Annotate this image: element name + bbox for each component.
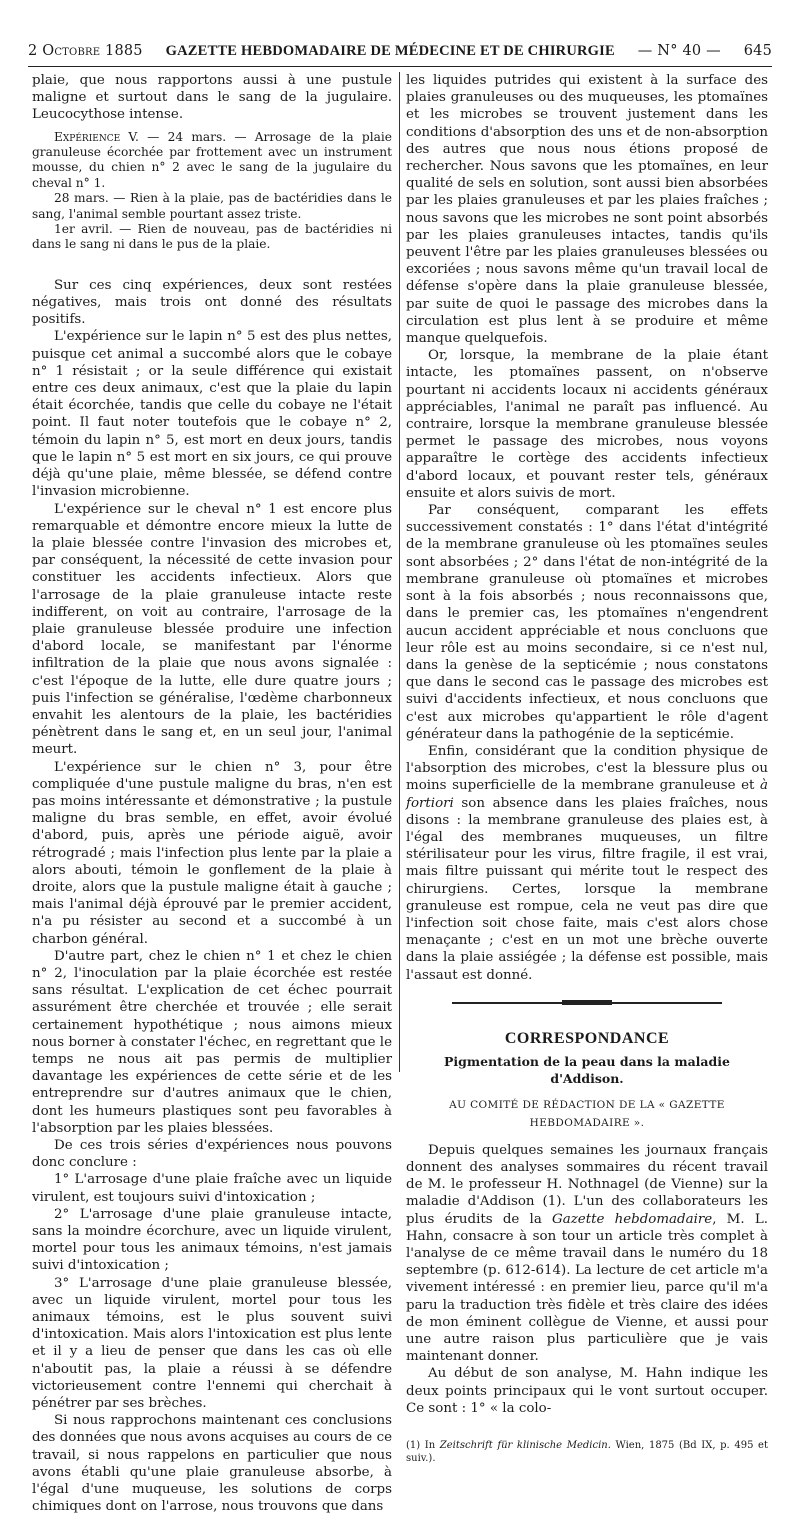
journal-title: GAZETTE HEBDOMADAIRE DE MÉDECINE ET DE CHIRURGIE: [165, 42, 615, 59]
enfin-part-a: Enfin, considérant que la condition physique de l'absorption des microbes, c'est la blessure plus ou moins superficielle de la membrane granuleuse et: [406, 743, 768, 794]
enfin-italic: à fortiori: [406, 778, 768, 811]
paragraph-membrane: Or, lorsque, la membrane de la plaie étant intacte, les ptomaïnes passent, on n'observe pourtant ni accidents locaux ni accidents généraux appréciables, l'animal ne paraît pas influencé. Au contraire, lorsque la membrane granuleuse blessée permet le passage des microbes, nous voyons apparaître le cortège des accidents infectieux d'abord locaux, et pouvant rester tels, généraux ensuite et alors suivis de mort.: [406, 348, 768, 501]
header-rule: [28, 66, 772, 67]
footnote-part-b: Wien, 1875 (Bd IX, p. 495 et suiv.).: [406, 1440, 768, 1465]
correspondance-subtitle: Pigmentation de la peau dans la maladie d'Addison.: [444, 1053, 730, 1087]
conclusion-3: 3° L'arrosage d'une plaie granuleuse blessée, avec un liquide virulent, mortel pour tous les animaux témoins, est le plus souvent suivi d'intoxication. Mais alors l'intoxication est plus lente et il y a lieu de penser que dans les cas où elle n'aboutit pas, la plaie a réussi à se défendre victorieusement contre l'ennemi qui cherchait à pénétrer par ses brèches.: [32, 1275, 392, 1412]
footnote-part-a: (1) In: [406, 1440, 440, 1452]
correspondance-paragraph-1: [406, 1142, 768, 1366]
experiment-5-label: Expérience V.: [54, 129, 139, 144]
page-number: 645: [743, 43, 772, 59]
paragraph-ptomaines: les liquides putrides qui existent à la surface des plaies granuleuses ou des muqueuses, les ptomaïnes et les microbes se trouvent justement dans les conditions d'absorption des uns et de non-absorption des autres que nous nous étions proposé de rechercher. Nous savons que les ptomaïnes, en leur qualité de sels en solution, sont aussi bien absorbées par les plaies granuleuses et par les plaies fraîches ; nous savons que les microbes ne sont point absorbés par les plaies granuleuses intactes, tandis qu'ils peuvent l'être par les plaies granuleuses blessées ou excoriées ; nous savons même qu'un travail local de défense s'opère dans la plaie granuleuse blessée, par suite de quoi le passage des microbes dans la circulation est plus lent à se produire et même manque quelquefois.: [406, 73, 768, 347]
experiment-5: [32, 130, 392, 192]
paragraph-dog3: L'expérience sur le chien n° 3, pour être compliquée d'une pustule maligne du bras, n'en est pas moins intéressante et démonstrative ; la pustule maligne du bras semble, en effet, avoir évolué d'abord, puis, après une période aiguë, avoir rétrogradé ; mais l'infection plus lente par la plaie a alors abouti, témoin le gonflement de la plaie à droite, alors que la pustule maligne était à gauche ; mais l'animal déjà éprouvé par le premier accident, n'a pu résister au second et a succombé à un charbon général.: [32, 759, 392, 947]
paragraph-horse: L'expérience sur le cheval n° 1 est encore plus remarquable et démontre encore mieux la lutte de la plaie blessée contre l'invasion des microbes et, par conséquent, la nécessité de cette invasion pour constituer les accidents infectieux. Alors que l'arrosage de la plaie granuleuse intacte reste indifferent, on voit au contraire, l'arrosage de la plaie granuleuse blessée produire une infection d'abord locale, se manifestant par l'énorme infiltration de la plaie que nous avons signalée : c'est l'époque de la lutte, elle dure quatre jours ; puis l'infection se généralise, l'œdème charbonneux envahit les alentours de la plaie, les bactéridies pénètrent dans le sang et, en un seul jour, l'animal meurt.: [32, 501, 392, 758]
paragraph-rapprochons: Si nous rapprochons maintenant ces conclusions des données que nous avons acquises au cours de ce travail, si nous rappelons en particulier que nous avons établi qu'une plaie granuleuse absorbe, à l'égal d'une muqueuse, les solutions de corps chimiques dont on l'arrose, nous trouvons que dans: [32, 1413, 392, 1515]
experiment-5-april1: 1er avril. — Rien de nouveau, pas de bactéridies ni dans le sang ni dans le pus de la plaie.: [32, 222, 392, 252]
correspondance-paragraph-2: Au début de son analyse, M. Hahn indique les deux points principaux qui le vont surtout occuper. Ce sont : 1° « la colo-: [406, 1366, 768, 1416]
running-header: [28, 38, 772, 64]
paragraph-rabbit: L'expérience sur le lapin n° 5 est des plus nettes, puisque cet animal a succombé alors que le cobaye n° 1 résistait ; or la seule différence qui existait entre ces deux animaux, c'est que la plaie du lapin était écorchée, tandis que celle du cobaye ne l'était point. Il faut noter toutefois que le cobaye n° 2, témoin du lapin n° 5, est mort en deux jours, tandis que le lapin n° 5 est mort en six jours, ce qui prouve déjà qu'une plaie, même blessée, se défend contre l'invasion microbienne.: [32, 329, 392, 500]
correspondance-address: AU COMITÉ DE RÉDACTION DE LA « GAZETTE HEBDOMADAIRE ».: [449, 1099, 725, 1129]
paragraph-dogs-failure: D'autre part, chez le chien n° 1 et chez le chien n° 2, l'inoculation par la plaie écorchée est restée sans résultat. L'explication de cet échec pourrait assurément être cherchée et trouvée ; elle serait certainement hypothétique ; nous aimons mieux nous borner à constater l'échec, en regrettant que le temps ne nous ait pas permis de multiplier davantage les expériences de cette série et de les entreprendre sur d'autres animaux que le chien, dont les humeurs plastiques sont peu favorables à l'absorption par les plaies blessées.: [32, 948, 392, 1136]
column-divider: [399, 72, 400, 1072]
conclusion-2: 2° L'arrosage d'une plaie granuleuse intacte, sans la moindre écorchure, avec un liquide virulent, mortel pour tous les animaux témoins, n'est jamais suivi d'intoxication ;: [32, 1206, 392, 1274]
conclusion-1: 1° L'arrosage d'une plaie fraîche avec un liquide virulent, est toujours suivi d'intoxication ;: [32, 1172, 392, 1205]
paragraph-conclusion-intro: De ces trois séries d'expériences nous pouvons donc conclure :: [32, 1138, 392, 1171]
corr-p1-part-a: Depuis quelques semaines les journaux français donnent des analyses sommaires du récent travail de M. le professeur H. Nothnagel (de Vienne) sur la maladie d'Addison (1). L'un des collaborateurs les plus érudits de la: [406, 1142, 768, 1227]
issue-number: — N° 40 —: [637, 43, 721, 59]
right-column: [406, 72, 768, 1465]
corr-p1-italic: Gazette hebdomadaire: [552, 1211, 713, 1227]
footnote-italic: Zeitschrift für klinische Medicin.: [439, 1440, 611, 1452]
paragraph-consequent: Par conséquent, comparant les effets successivement constatés : 1° dans l'état d'intégrité de la membrane granuleuse où les ptomaïnes seules sont absorbées ; 2° dans l'état de non-intégrité de la membrane granuleuse où ptomaïnes et microbes sont à la fois absorbés ; nous reconnaissons que, dans le premier cas, les ptomaïnes n'engendrent aucun accident appréciable et nous concluons que leur rôle est au moins secondaire, si ce n'est nul, dans la genèse de la septicémie ; nous constatons que dans le second cas le passage des microbes est suivi d'accidents infectieux, et nous concluons que c'est aux microbes qu'appartient le rôle d'agent générateur dans la pathogénie de la septicémie.: [406, 503, 768, 742]
enfin-part-b: son absence dans les plaies fraîches, nous disons : la membrane granuleuse des plaies est, à l'égal des membranes muqueuses, un filtre stérilisateur pour les virus, filtre fragile, il est vrai, mais filtre puissant qui mérite tout le respect des chirurgiens. Certes, lorsque la membrane granuleuse est rompue, cela ne veut pas dire que l'infection soit chose faite, mais c'est alors chose menaçante ; c'est en un mot une brèche ouverte dans la plaie assiégée ; la défense est possible, mais l'assaut est donné.: [406, 795, 768, 983]
footnote: [406, 1439, 768, 1465]
intro-paragraph: plaie, que nous rapportons aussi à une pustule maligne et surtout dans le sang de la jugulaire. Leucocythose intense.: [32, 73, 392, 123]
issue-date: 2 Octobre 1885: [28, 43, 143, 59]
corr-p1-part-b: , M. L. Hahn, consacre à son tour un article très complet à l'analyse de ce même travail dans le numéro du 18 septembre (p. 612-614). La lecture de cet article m'a vivement intéressé : en premier lieu, parce qu'il m'a paru la traduction très fidèle et très claire des idées de mon éminent collègue de Vienne, et aussi pour une autre raison plus particulière que je vais maintenant donner.: [406, 1211, 769, 1365]
correspondance-heading: CORRESPONDANCE: [504, 1029, 670, 1047]
section-separator: [452, 1002, 722, 1004]
experiment-5-text: — 24 mars. — Arrosage de la plaie granuleuse écorchée par frottement avec un instrument mousse, du chien n° 2 avec le sang de la jugulaire du cheval n° 1.: [32, 129, 392, 190]
left-column: [32, 72, 392, 1515]
paragraph-summary: Sur ces cinq expériences, deux sont restées négatives, mais trois ont donné des résultats positifs.: [32, 277, 392, 328]
paragraph-enfin: [406, 743, 768, 984]
experiment-5-march28: 28 mars. — Rien à la plaie, pas de bactéridies dans le sang, l'animal semble pourtant assez triste.: [32, 191, 392, 221]
